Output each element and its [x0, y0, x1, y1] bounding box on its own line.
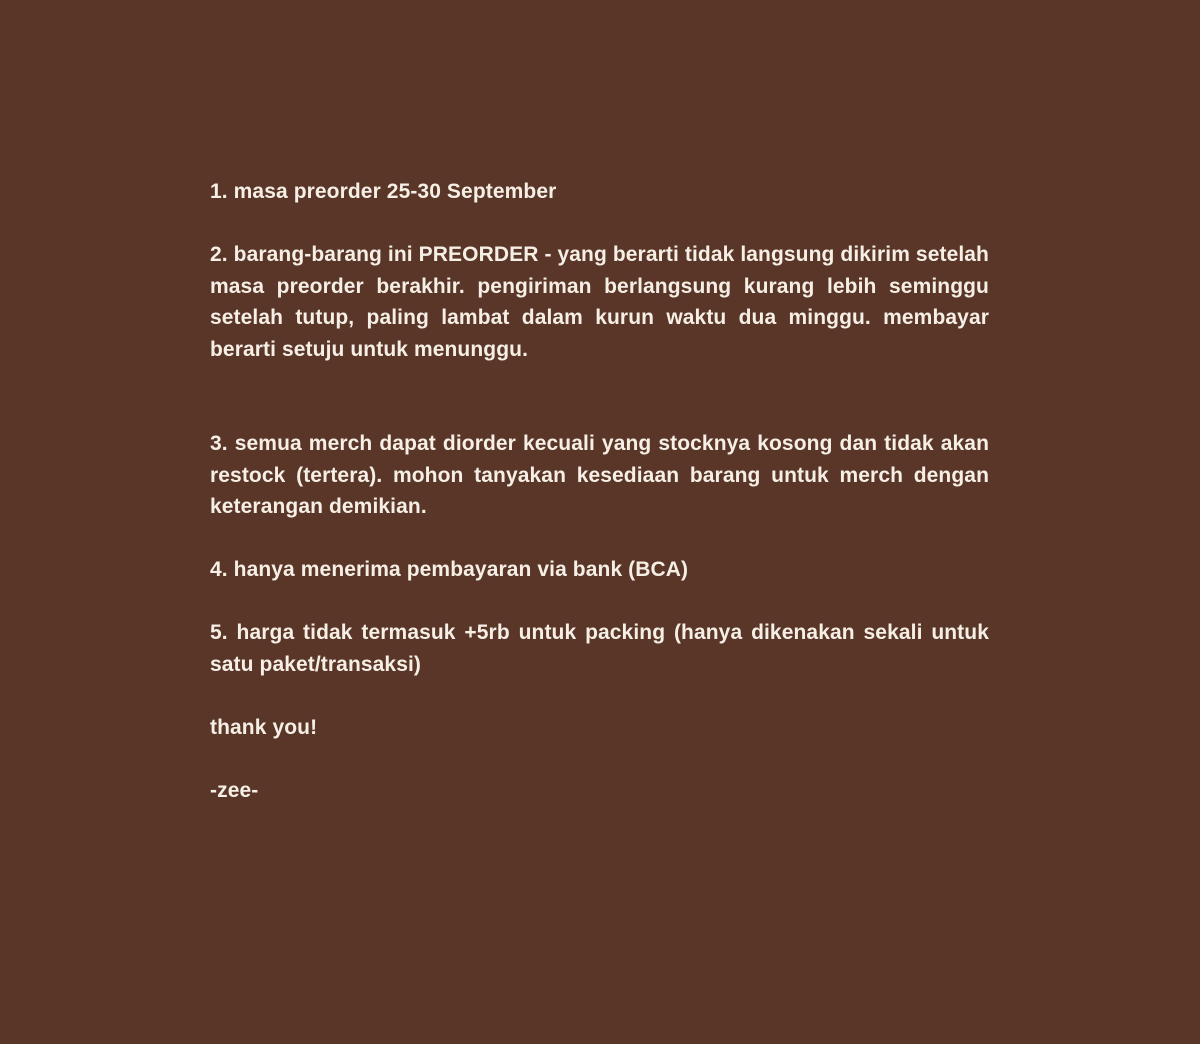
preorder-notice — [210, 176, 989, 806]
notice-item-3: 3. semua merch dapat diorder kecuali yang stocknya kosong dan tidak akan restock (tertera). mohon tanyakan kesediaan barang untuk merch dengan keterangan demikian. — [210, 432, 989, 518]
notice-item-2: 2. barang-barang ini PREORDER - yang berarti tidak langsung dikirim setelah masa preorder berakhir. pengiriman berlangsung kurang lebih seminggu setelah tutup, paling lambat dalam kurun waktu dua minggu. membayar berarti setuju untuk menunggu. — [210, 243, 989, 361]
notice-item-1: 1. masa preorder 25-30 September — [210, 180, 557, 203]
notice-item-4: 4. hanya menerima pembayaran via bank (BCA) — [210, 558, 689, 581]
notice-item-5: 5. harga tidak termasuk +5rb untuk packing (hanya dikenakan sekali untuk satu paket/transaksi) — [210, 621, 989, 676]
signature: -zee- — [210, 778, 259, 802]
thank-you-text: thank you! — [210, 715, 318, 739]
